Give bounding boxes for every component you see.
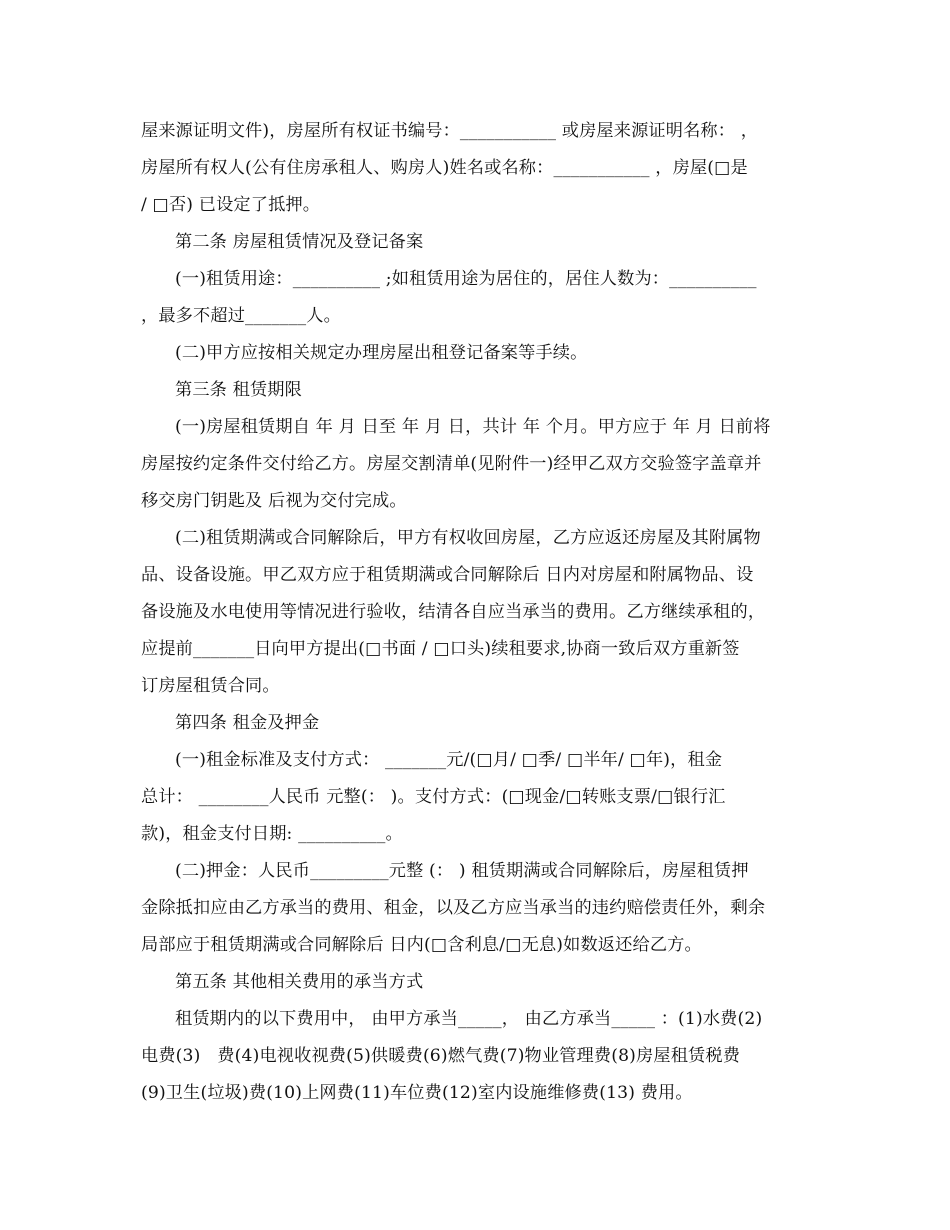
text-line-6: ，最多不超过_______人。 — [141, 306, 341, 326]
text-line-26: 电费(3) 费(4)电视收视费(5)供暖费(6)燃气费(7)物业管理费(8)房屋租赁税费 — [141, 1046, 741, 1066]
text-line-5: (一)租赁用途：__________ ;如租赁用途为居住的，居住人数为：__________ — [175, 269, 757, 289]
text-line-27: (9)卫生(垃圾)费(10)上网费(11)车位费(12)室内设施维修费(13) 费用。 — [141, 1083, 693, 1103]
text-line-25: 租赁期内的以下费用中， 由甲方承当_____， 由乙方承当_____ ：(1)水费(2) — [175, 1009, 763, 1029]
text-line-16: 订房屋租赁合同。 — [141, 676, 280, 696]
text-line-22: 金除抵扣应由乙方承当的费用、租金，以及乙方应当承当的违约赔偿责任外，剩余 — [141, 898, 766, 918]
section-heading-2: 第二条 房屋租赁情况及登记备案 — [175, 232, 424, 252]
text-line-21: (二)押金：人民币_________元整 (： ) 租赁期满或合同解除后，房屋租赁押 — [175, 861, 749, 881]
text-line-9: (一)房屋租赁期自 年 月 日至 年 月 日，共计 年 个月。甲方应于 年 月 日前将 — [175, 417, 771, 437]
text-line-11: 移交房门钥匙及 后视为交付完成。 — [141, 491, 407, 511]
text-line-23: 局部应于租赁期满或合同解除后 日内(□含利息/□无息)如数返还给乙方。 — [141, 935, 702, 955]
text-line-10: 房屋按约定条件交付给乙方。房屋交割清单(见附件一)经甲乙双方交验签字盖章并 — [141, 454, 762, 474]
text-line-14: 备设施及水电使用等情况进行验收，结清各自应当承当的费用。乙方继续承租的， — [141, 602, 766, 622]
text-line-20: 款)，租金支付日期: __________。 — [141, 824, 403, 844]
section-heading-3: 第三条 租赁期限 — [175, 380, 302, 400]
text-line-1: 屋来源证明文件)，房屋所有权证书编号：___________ 或房屋来源证明名称： ， — [141, 121, 759, 141]
section-heading-4: 第四条 租金及押金 — [175, 713, 320, 733]
text-line-7: (二)甲方应按相关规定办理房屋出租登记备案等手续。 — [175, 343, 588, 363]
text-line-3: / □否) 已设定了抵押。 — [141, 195, 321, 215]
text-line-13: 品、设备设施。甲乙双方应于租赁期满或合同解除后 日内对房屋和附属物品、设 — [141, 565, 754, 585]
text-line-15: 应提前_______日向甲方提出(□书面 / □口头)续租要求,协商一致后双方重新签 — [141, 639, 740, 659]
text-line-18: (一)租金标准及支付方式： _______元/(□月/ □季/ □半年/ □年)，租金 — [175, 750, 723, 770]
section-heading-5: 第五条 其他相关费用的承当方式 — [175, 972, 424, 992]
text-line-19: 总计： ________人民币 元整(： )。支付方式：(□现金/□转账支票/□银行汇 — [141, 787, 726, 807]
text-line-12: (二)租赁期满或合同解除后，甲方有权收回房屋，乙方应返还房屋及其附属物 — [175, 528, 761, 548]
text-line-2: 房屋所有权人(公有住房承租人、购房人)姓名或名称：___________ ，房屋(□是 — [141, 158, 748, 178]
